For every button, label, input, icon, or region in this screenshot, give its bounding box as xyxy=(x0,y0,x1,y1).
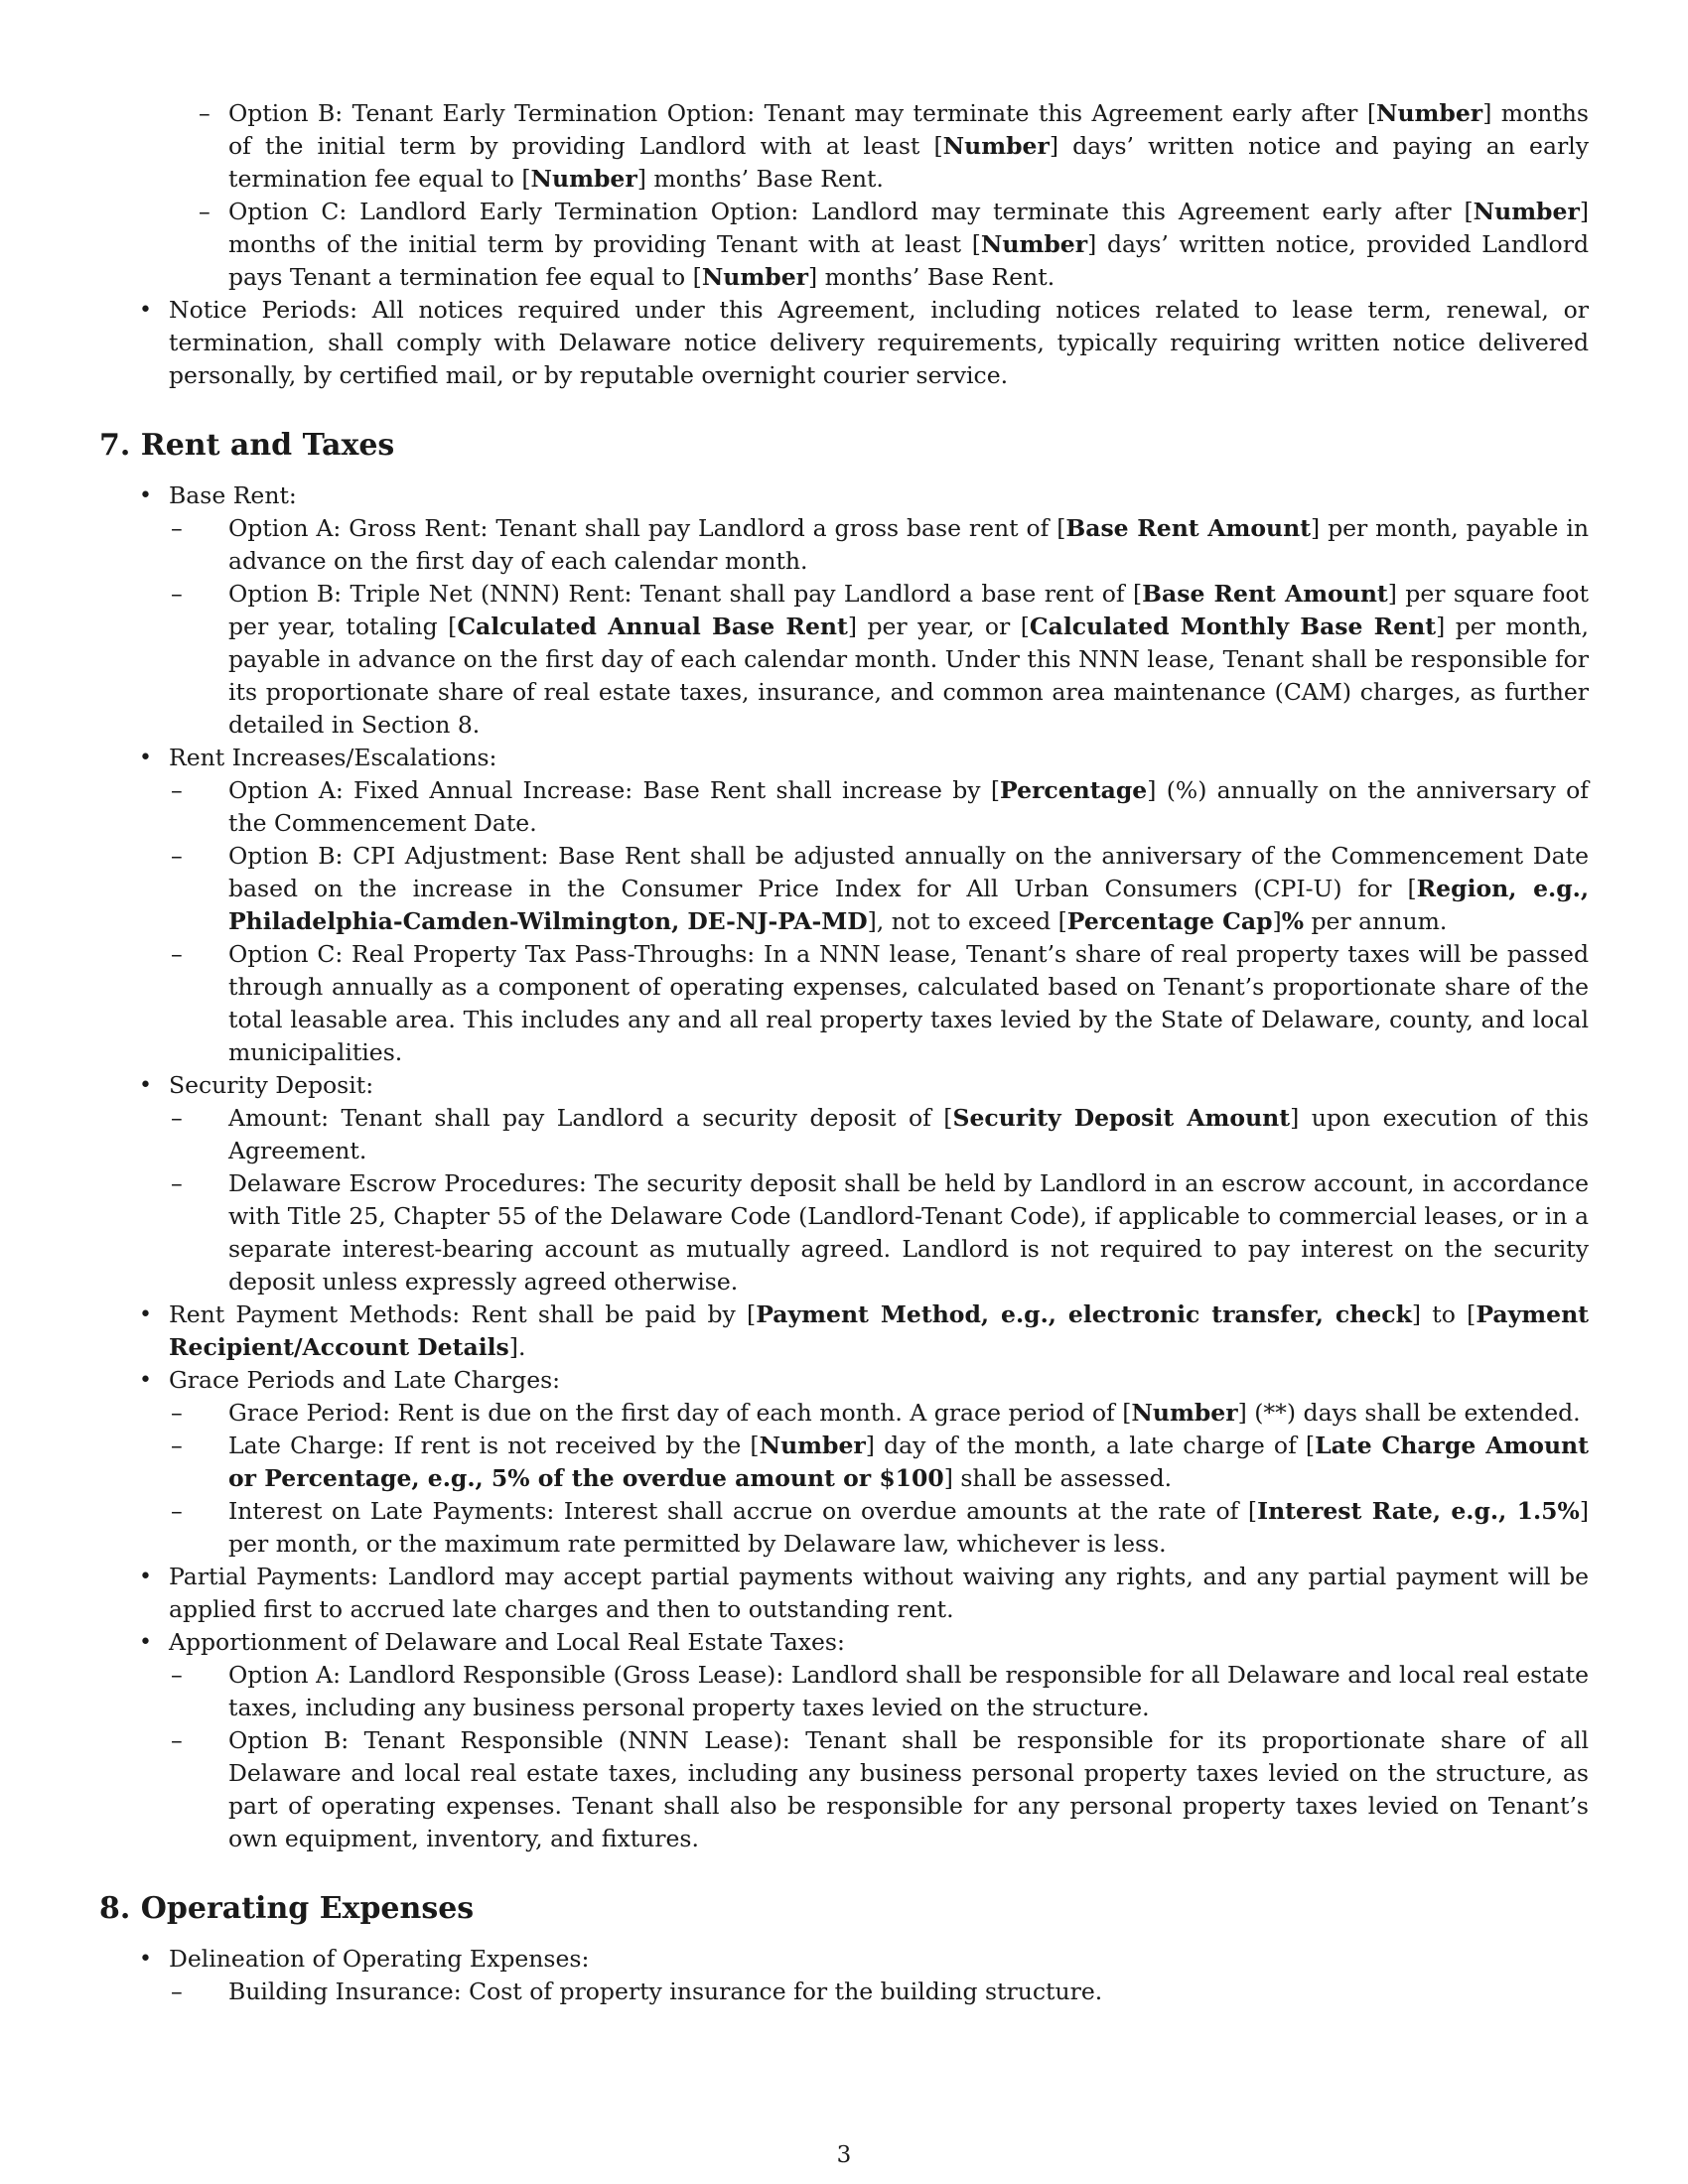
sub-list xyxy=(169,1659,1589,1855)
sub-item-text xyxy=(228,940,1589,1066)
bullet-list-item xyxy=(99,294,1589,392)
text-run: Interest on Late Payments: Interest shall accrue on overdue amounts at the rate of [ xyxy=(228,1497,1258,1525)
text-run: Option C: Real Property Tax Pass-Throughs: In a NNN lease, Tenant’s share of real property taxes will be passed through annually as a component of operating expenses, calculated based on Tenant’s proportionate share of the total leasable area. This includes any and all real property taxes levied by the State of Delaware, county, and local municipalities. xyxy=(228,940,1589,1066)
text-run: Option A: Gross Rent: Tenant shall pay Landlord a gross base rent of [ xyxy=(228,514,1066,542)
text-run: ] months of the initial term by providing Landlord with at least [ xyxy=(228,99,1589,160)
placeholder-field: Base Rent Amount xyxy=(1142,580,1388,608)
dash-marker: – xyxy=(199,198,211,225)
sub-list xyxy=(169,1102,1589,1298)
sub-item-text xyxy=(228,1432,1589,1492)
section-bullet-list xyxy=(99,1943,1589,2008)
bullet-text xyxy=(169,1945,589,1973)
sub-item-text xyxy=(228,1104,1589,1164)
bullet-text xyxy=(169,1563,1589,1623)
text-run: ] per year, or [ xyxy=(847,613,1030,640)
placeholder-field: Payment Recipient/Account Details xyxy=(169,1300,1590,1361)
dash-marker: – xyxy=(171,1726,183,1754)
sub-list-item xyxy=(99,196,1589,294)
dash-marker: – xyxy=(171,776,183,804)
text-run: ] to [ xyxy=(1411,1300,1477,1328)
sub-item-text xyxy=(228,1978,1102,2005)
text-run: ] per month, payable in advance on the first day of each calendar month. Under this NNN lease, Tenant shall be responsible for its proportionate share of real estate taxes, insurance, and common area maintenance (CAM) charges, as further detailed in Section 8. xyxy=(228,613,1589,739)
bullet-marker: • xyxy=(139,298,152,323)
text-run: Option B: Tenant Early Termination Option: Tenant may terminate this Agreement early after [ xyxy=(228,99,1376,127)
text-run: Grace Periods and Late Charges: xyxy=(169,1366,561,1394)
sub-list-item xyxy=(169,1167,1589,1298)
text-run: Rent Increases/Escalations: xyxy=(169,744,497,771)
text-run: ], not to exceed [ xyxy=(867,907,1067,935)
dash-marker: – xyxy=(171,1497,183,1525)
section-heading: 8. Operating Expenses xyxy=(99,1891,475,1926)
sub-item-text xyxy=(228,198,1589,291)
bullet-marker: • xyxy=(139,483,152,508)
sub-list xyxy=(169,774,1589,1069)
continued-option-list xyxy=(99,97,1589,294)
placeholder-field: Percentage Cap xyxy=(1066,907,1273,935)
dash-marker: – xyxy=(171,580,183,608)
sub-item-text xyxy=(228,1399,1581,1427)
placeholder-field: Number xyxy=(530,165,637,193)
bullet-marker: • xyxy=(139,1302,152,1327)
text-run: ] per month, or the maximum rate permitted by Delaware law, whichever is less. xyxy=(228,1497,1589,1558)
section-bullet-list xyxy=(99,479,1589,1855)
text-run: Security Deposit: xyxy=(169,1071,374,1099)
bullet-marker: • xyxy=(139,746,152,770)
sub-item-text xyxy=(228,776,1589,837)
bullet-list-item xyxy=(99,742,1589,1069)
text-run: Base Rent: xyxy=(169,481,297,509)
sub-list-item xyxy=(99,97,1589,196)
dash-marker: – xyxy=(171,1432,183,1459)
placeholder-field: Payment Method, e.g., electronic transfer, check xyxy=(756,1300,1412,1328)
placeholder-field: Late Charge Amount or Percentage, e.g., 5% of the overdue amount or $100 xyxy=(228,1432,1589,1492)
text-run: ]. xyxy=(508,1333,526,1361)
text-run: Delineation of Operating Expenses: xyxy=(169,1945,590,1973)
placeholder-field: Interest Rate, e.g., 1.5% xyxy=(1257,1497,1580,1525)
bullet-text xyxy=(169,1628,845,1656)
sub-list xyxy=(169,1976,1589,2008)
bullet-list-item xyxy=(99,1626,1589,1855)
sub-item-text xyxy=(228,1497,1589,1558)
placeholder-field: Calculated Monthly Base Rent xyxy=(1029,613,1437,640)
bullet-text xyxy=(169,296,1589,389)
bullet-text xyxy=(169,1300,1589,1361)
sub-item-text xyxy=(228,99,1589,193)
placeholder-field: Number xyxy=(942,132,1050,160)
placeholder-field: % xyxy=(1281,907,1305,935)
sub-list xyxy=(169,512,1589,742)
text-run: Partial Payments: Landlord may accept partial payments without waiving any rights, and any partial payment will be applied first to accrued late charges and then to outstanding rent. xyxy=(169,1563,1589,1623)
bullet-list-item xyxy=(99,479,1589,742)
text-run: ] (%) annually on the anniversary of the Commencement Date. xyxy=(228,776,1589,837)
text-run: Option B: Triple Net (NNN) Rent: Tenant shall pay Landlord a base rent of [ xyxy=(228,580,1143,608)
bullet-text xyxy=(169,1071,373,1099)
sub-item-text xyxy=(228,1169,1589,1296)
dash-marker: – xyxy=(171,1104,183,1132)
sub-list-item xyxy=(169,1102,1589,1167)
placeholder-field: Percentage xyxy=(1000,776,1148,804)
bullet-text xyxy=(169,1366,560,1394)
bullet-text xyxy=(169,481,297,509)
dash-marker: – xyxy=(171,940,183,968)
text-run: ] xyxy=(1272,907,1282,935)
text-run: ] months’ Base Rent. xyxy=(808,263,1055,291)
sub-list-item xyxy=(169,774,1589,840)
text-run: Option A: Landlord Responsible (Gross Lease): Landlord shall be responsible for all Delaware and local real estate taxes, including any business personal property taxes levied on the structure. xyxy=(228,1661,1589,1721)
bullet-marker: • xyxy=(139,1947,152,1972)
text-run: per annum. xyxy=(1304,907,1448,935)
text-run: Rent Payment Methods: Rent shall be paid by [ xyxy=(169,1300,757,1328)
text-run: Option C: Landlord Early Termination Option: Landlord may terminate this Agreement early after [ xyxy=(228,198,1474,225)
text-run: ] shall be assessed. xyxy=(943,1464,1173,1492)
placeholder-field: Number xyxy=(759,1432,866,1459)
text-run: ] per month, payable in advance on the first day of each calendar month. xyxy=(228,514,1589,575)
sub-list-item xyxy=(169,1976,1589,2008)
text-run: Amount: Tenant shall pay Landlord a security deposit of [ xyxy=(228,1104,953,1132)
placeholder-field: Security Deposit Amount xyxy=(952,1104,1291,1132)
dash-marker: – xyxy=(171,514,183,542)
sub-item-text xyxy=(228,580,1589,739)
placeholder-field: Base Rent Amount xyxy=(1065,514,1312,542)
bullet-marker: • xyxy=(139,1630,152,1655)
dash-marker: – xyxy=(171,1978,183,2005)
sub-item-text xyxy=(228,1726,1589,1852)
text-run: ] days’ written notice and paying an early termination fee equal to [ xyxy=(228,132,1589,193)
page-number: 3 xyxy=(836,2142,852,2168)
text-run: Delaware Escrow Procedures: The security deposit shall be held by Landlord in an escrow account, in accordance with Title 25, Chapter 55 of the Delaware Code (Landlord-Tenant Code), if applicable to commercial leases, or in a separate interest-bearing account as mutually agreed. Landlord is not required to pay interest on the security deposit unless expressly agreed otherwise. xyxy=(228,1169,1589,1296)
bullet-marker: • xyxy=(139,1073,152,1098)
text-run: Building Insurance: Cost of property insurance for the building structure. xyxy=(228,1978,1103,2005)
text-run: ] days’ written notice, provided Landlord pays Tenant a termination fee equal to [ xyxy=(228,230,1589,291)
placeholder-field: Number xyxy=(1473,198,1580,225)
dash-marker: – xyxy=(171,1399,183,1427)
bullet-marker: • xyxy=(139,1368,152,1393)
text-run: ] months’ Base Rent. xyxy=(636,165,884,193)
placeholder-field: Number xyxy=(701,263,809,291)
sub-item-text xyxy=(228,1661,1589,1721)
dash-marker: – xyxy=(171,1661,183,1689)
text-run: Option B: Tenant Responsible (NNN Lease): Tenant shall be responsible for its proportionate share of all Delaware and local real estate taxes, including any business personal property taxes levied on the structure, as part of operating expenses. Tenant shall also be responsible for any personal property taxes levied on Tenant’s own equipment, inventory, and fixtures. xyxy=(228,1726,1589,1852)
text-run: Option A: Fixed Annual Increase: Base Rent shall increase by [ xyxy=(228,776,1001,804)
sub-list-item xyxy=(169,512,1589,578)
sections-container xyxy=(99,426,1589,2008)
bullet-list-item xyxy=(99,1943,1589,2008)
text-run: Notice Periods: All notices required under this Agreement, including notices related to lease term, renewal, or termination, shall comply with Delaware notice delivery requirements, typically requiring written notice delivered personally, by certified mail, or by reputable overnight courier service. xyxy=(169,296,1589,389)
document-page xyxy=(99,97,1589,2008)
sub-list-item xyxy=(169,1495,1589,1561)
text-run: Apportionment of Delaware and Local Real Estate Taxes: xyxy=(169,1628,845,1656)
bullet-list-item xyxy=(99,1069,1589,1298)
sub-list-item xyxy=(169,938,1589,1069)
bullet-list-item xyxy=(99,1298,1589,1364)
placeholder-field: Number xyxy=(980,230,1088,258)
section-heading: 7. Rent and Taxes xyxy=(99,428,395,463)
sub-item-text xyxy=(228,842,1589,935)
dash-marker: – xyxy=(171,842,183,870)
text-run: ] months of the initial term by providing Tenant with at least [ xyxy=(228,198,1589,258)
sub-list-item xyxy=(169,578,1589,742)
text-run: Late Charge: If rent is not received by the [ xyxy=(228,1432,760,1459)
bullet-list-item xyxy=(99,1561,1589,1626)
text-run: ] (**) days shall be extended. xyxy=(1237,1399,1581,1427)
sub-list-item xyxy=(169,1724,1589,1855)
dash-marker: – xyxy=(171,1169,183,1197)
sub-item-text xyxy=(228,514,1589,575)
text-run: Grace Period: Rent is due on the first day of each month. A grace period of [ xyxy=(228,1399,1132,1427)
sub-list-item xyxy=(169,1430,1589,1495)
text-run: ] per square foot per year, totaling [ xyxy=(228,580,1589,640)
bullet-list-item xyxy=(99,1364,1589,1561)
text-run: Option B: CPI Adjustment: Base Rent shall be adjusted annually on the anniversary of the Commencement Date based on the increase in the Consumer Price Index for All Urban Consumers (CPI-U) for [ xyxy=(228,842,1589,902)
placeholder-field: Number xyxy=(1375,99,1483,127)
bullet-text xyxy=(169,744,496,771)
bullet-marker: • xyxy=(139,1565,152,1589)
placeholder-field: Calculated Annual Base Rent xyxy=(457,613,848,640)
placeholder-field: Region, e.g., Philadelphia-Camden-Wilmington, DE-NJ-PA-MD xyxy=(228,875,1590,935)
sub-list-item xyxy=(169,1397,1589,1430)
sub-list-item xyxy=(169,840,1589,938)
placeholder-field: Number xyxy=(1131,1399,1238,1427)
sub-list-item xyxy=(169,1659,1589,1724)
dash-marker: – xyxy=(199,99,211,127)
continued-bullet-list xyxy=(99,294,1589,392)
text-run: ] upon execution of this Agreement. xyxy=(228,1104,1590,1164)
text-run: ] day of the month, a late charge of [ xyxy=(865,1432,1316,1459)
sub-list xyxy=(169,1397,1589,1561)
